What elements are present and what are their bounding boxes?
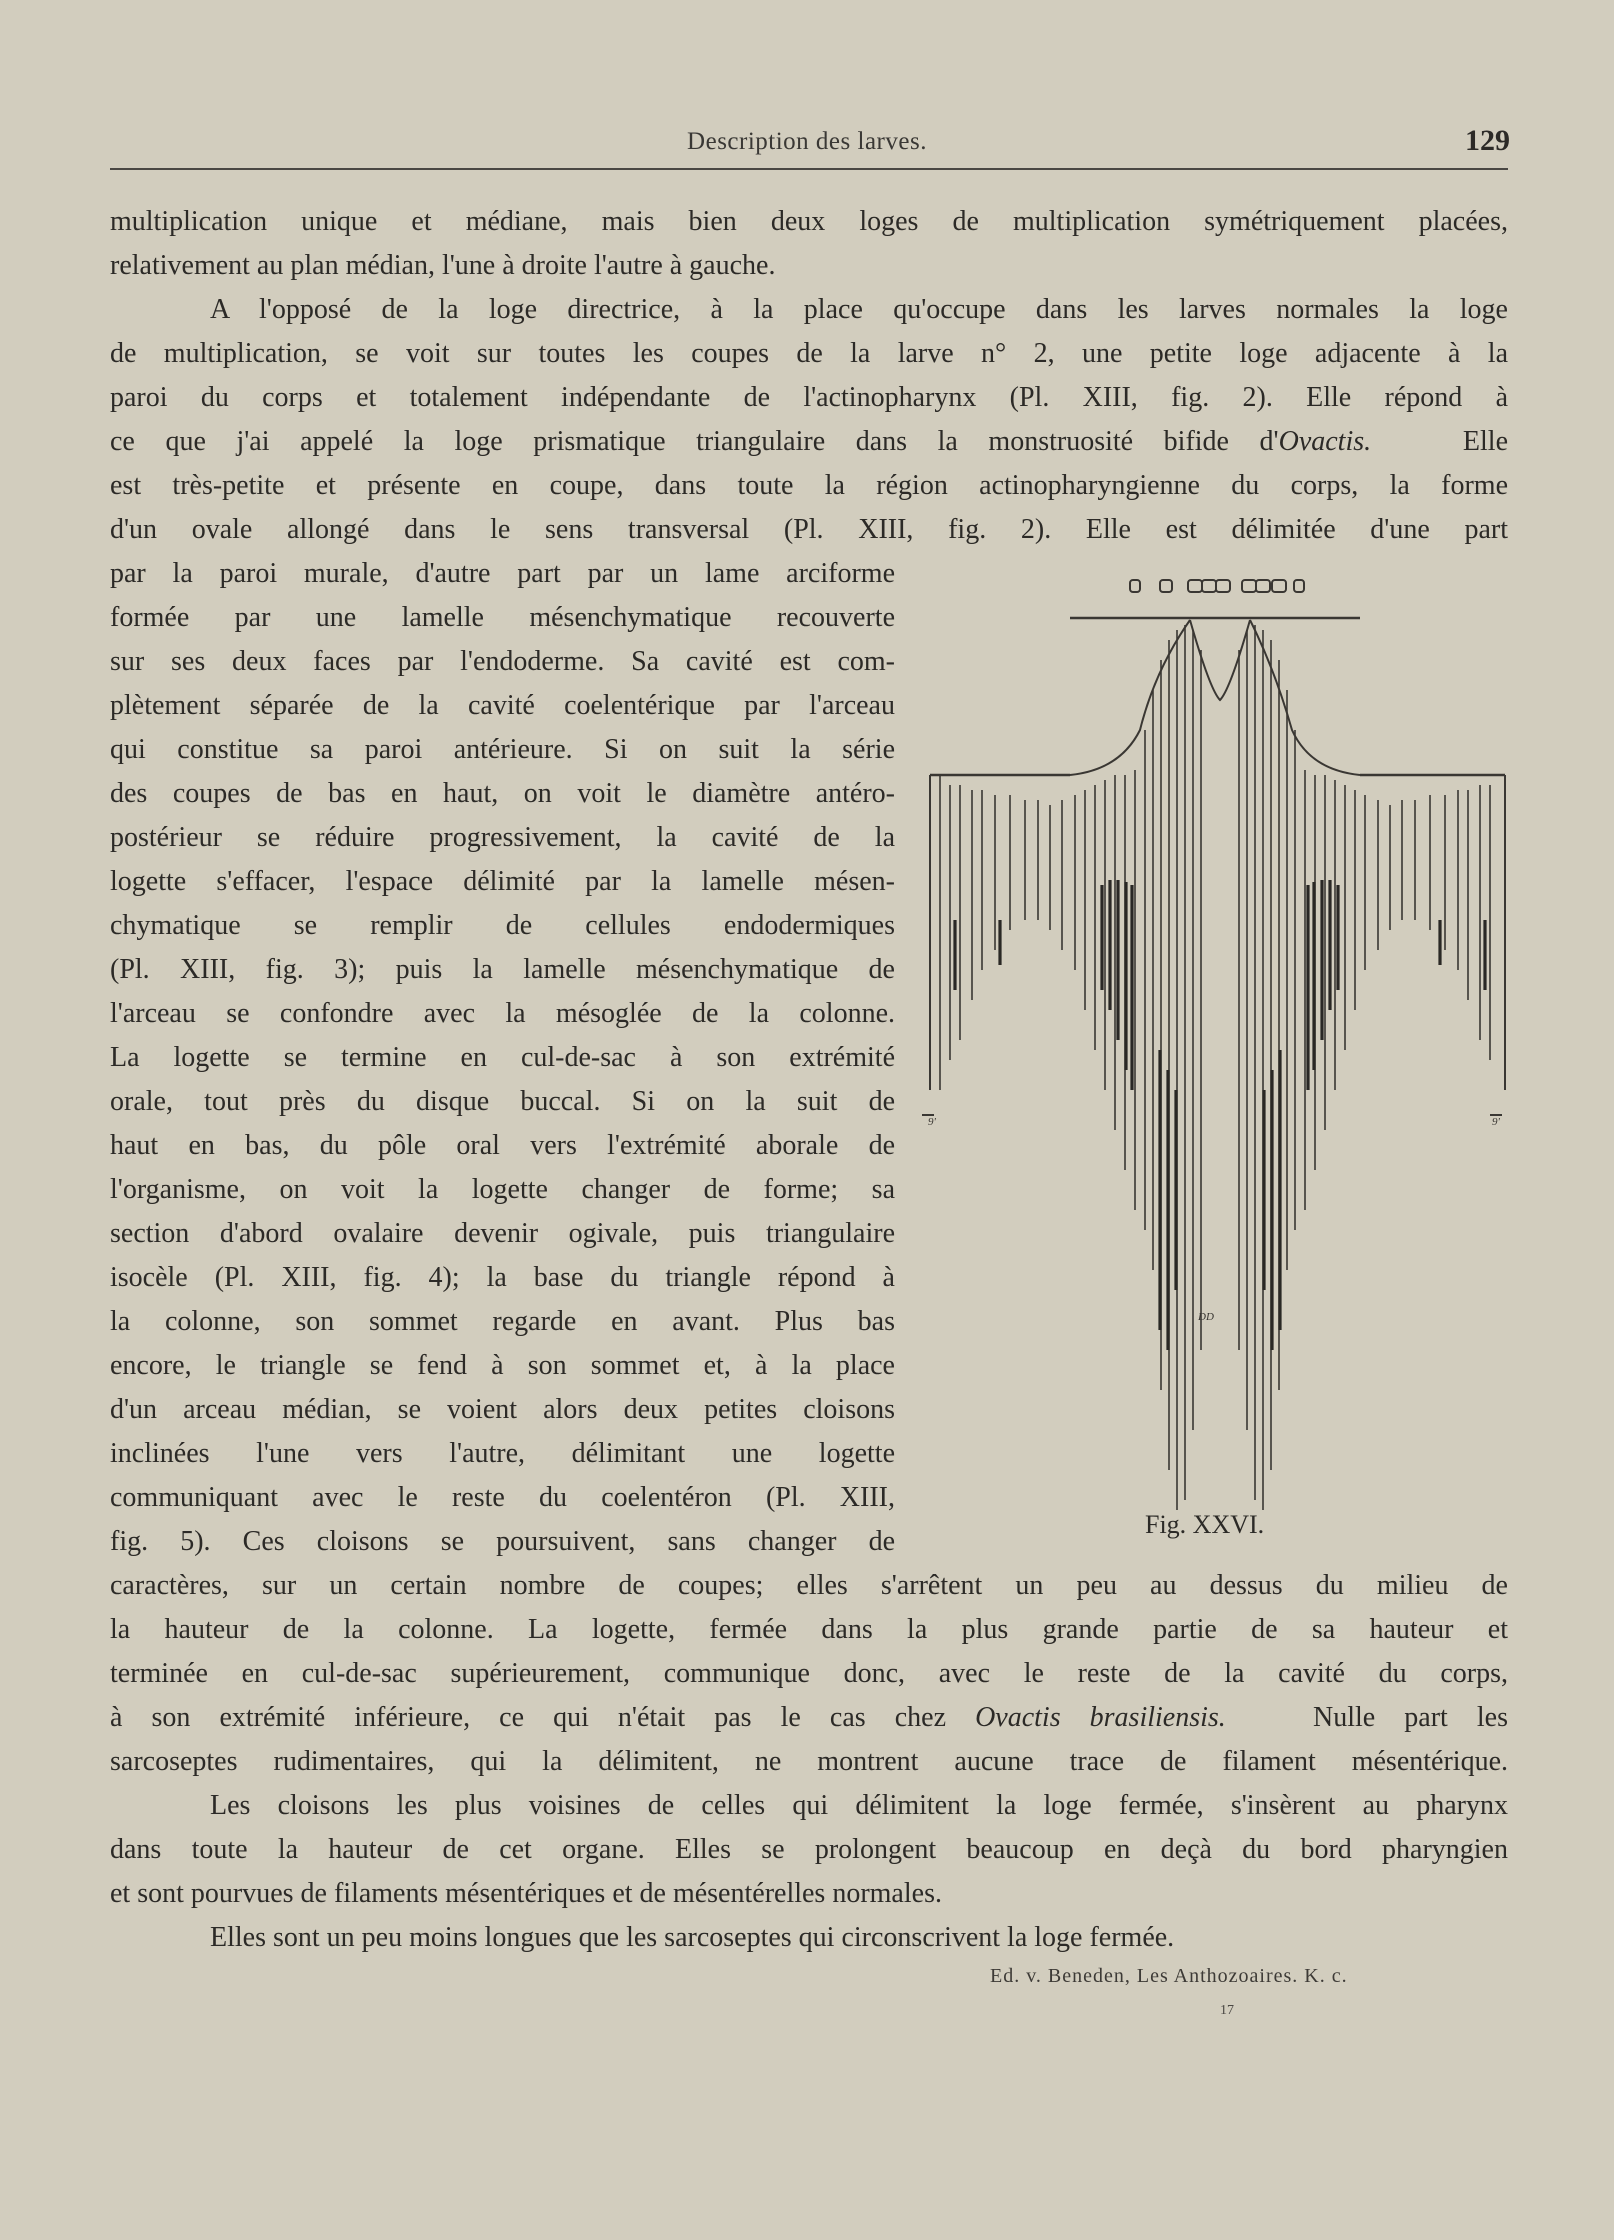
text-line: par la paroi murale, d'autre part par un lame arciforme [110,558,895,589]
italic-taxon: Ovactis brasiliensis. [975,1702,1226,1733]
svg-text:9': 9' [928,1116,936,1128]
svg-text:DD: DD [1198,1311,1214,1323]
text-span: ce que j'ai appelé la loge prismatique triangulaire dans la monstruosité bifide d' [110,426,1279,457]
svg-text:9': 9' [1492,1116,1500,1128]
running-title: Description des larves. [687,128,927,155]
text-line: paroi du corps et totalement indépendante de l'actinopharynx (Pl. XIII, fig. 2). Elle répond à [110,382,1508,413]
text-line: d'un arceau médian, se voient alors deux petites cloisons [110,1394,895,1425]
text-line [110,1696,1508,1740]
top-marks [1130,580,1304,592]
text-line: chymatique se remplir de cellules endodermiques [110,910,895,941]
figure-xxvi [920,570,1520,1530]
text-line: orale, tout près du disque buccal. Si on la suit de [110,1086,895,1117]
text-line: section d'abord ovalaire devenir ogivale, puis triangulaire [110,1218,895,1249]
footer-credit: Ed. v. Beneden, Les Anthozoaires. K. c. [990,1965,1348,1987]
septa-diagram [920,570,1520,1530]
text-line: encore, le triangle se fend à son sommet et, à la place [110,1350,895,1381]
text-line: l'organisme, on voit la logette changer de forme; sa [110,1174,895,1205]
text-line: inclinées l'une vers l'autre, délimitant une logette [110,1438,895,1469]
text-line: isocèle (Pl. XIII, fig. 4); la base du triangle répond à [110,1262,895,1293]
header-rule [110,168,1508,170]
text-line: terminée en cul-de-sac supérieurement, communique donc, avec le reste de la cavité du corps, [110,1658,1508,1689]
text-line: la colonne, son sommet regarde en avant. Plus bas [110,1306,895,1337]
text-line: est très-petite et présente en coupe, dans toute la région actinopharyngienne du corps, la forme [110,470,1508,501]
text-line: haut en bas, du pôle oral vers l'extrémité aborale de [110,1130,895,1161]
text-line: la hauteur de la colonne. La logette, fermée dans la plus grande partie de sa hauteur et [110,1614,1508,1645]
text-line: plètement séparée de la cavité coelentérique par l'arceau [110,690,895,721]
text-span: Nulle part les [1313,1702,1508,1733]
signature-mark: 17 [1220,2003,1234,2018]
text-line: qui constitue sa paroi antérieure. Si on suit la série [110,734,895,765]
text-line: communiquant avec le reste du coelentéron (Pl. XIII, [110,1482,895,1513]
text-line: sur ses deux faces par l'endoderme. Sa cavité est com- [110,646,895,677]
text-line: sarcoseptes rudimentaires, qui la délimitent, ne montrent aucune trace de filament mésentérique. [110,1746,1508,1777]
text-line: relativement au plan médian, l'une à droite l'autre à gauche. [110,250,776,281]
text-line: d'un ovale allongé dans le sens transversal (Pl. XIII, fig. 2). Elle est délimitée d'une part [110,514,1508,545]
text-line: des coupes de bas en haut, on voit le diamètre antéro- [110,778,895,809]
text-line: et sont pourvues de filaments mésentériques et de mésentérelles normales. [110,1878,942,1909]
text-line: A l'opposé de la loge directrice, à la place qu'occupe dans les larves normales la loge [210,294,1508,325]
text-line: dans toute la hauteur de cet organe. Elles se prolongent beaucoup en deçà du bord pharyngien [110,1834,1508,1865]
text-line: logette s'effacer, l'espace délimité par la lamelle mésen- [110,866,895,897]
text-line: l'arceau se confondre avec la mésoglée de la colonne. [110,998,895,1029]
text-line: de multiplication, se voit sur toutes les coupes de la larve n° 2, une petite loge adjacente à la [110,338,1508,369]
figure-caption: Fig. XXVI. [1145,1510,1265,1539]
text-line: formée par une lamelle mésenchymatique recouverte [110,602,895,633]
text-line: La logette se termine en cul-de-sac à son extrémité [110,1042,895,1073]
text-line: fig. 5). Ces cloisons se poursuivent, sans changer de [110,1526,895,1557]
text-line: postérieur se réduire progressivement, la cavité de la [110,822,895,853]
text-line: (Pl. XIII, fig. 3); puis la lamelle mésenchymatique de [110,954,895,985]
text-span: Elle [1462,426,1508,457]
text-line: Elles sont un peu moins longues que les sarcoseptes qui circonscrivent la loge fermée. [210,1922,1175,1953]
text-line: multiplication unique et médiane, mais bien deux loges de multiplication symétriquement placées, [110,206,1508,237]
page-number: 129 [1465,124,1510,157]
text-span: à son extrémité inférieure, ce qui n'était pas le cas chez [110,1702,976,1733]
text-line [110,420,1508,464]
italic-taxon: Ovactis. [1278,426,1372,457]
text-line: Les cloisons les plus voisines de celles qui délimitent la loge fermée, s'insèrent au pharynx [210,1790,1508,1821]
text-line: caractères, sur un certain nombre de coupes; elles s'arrêtent un peu au dessus du milieu de [110,1570,1508,1601]
